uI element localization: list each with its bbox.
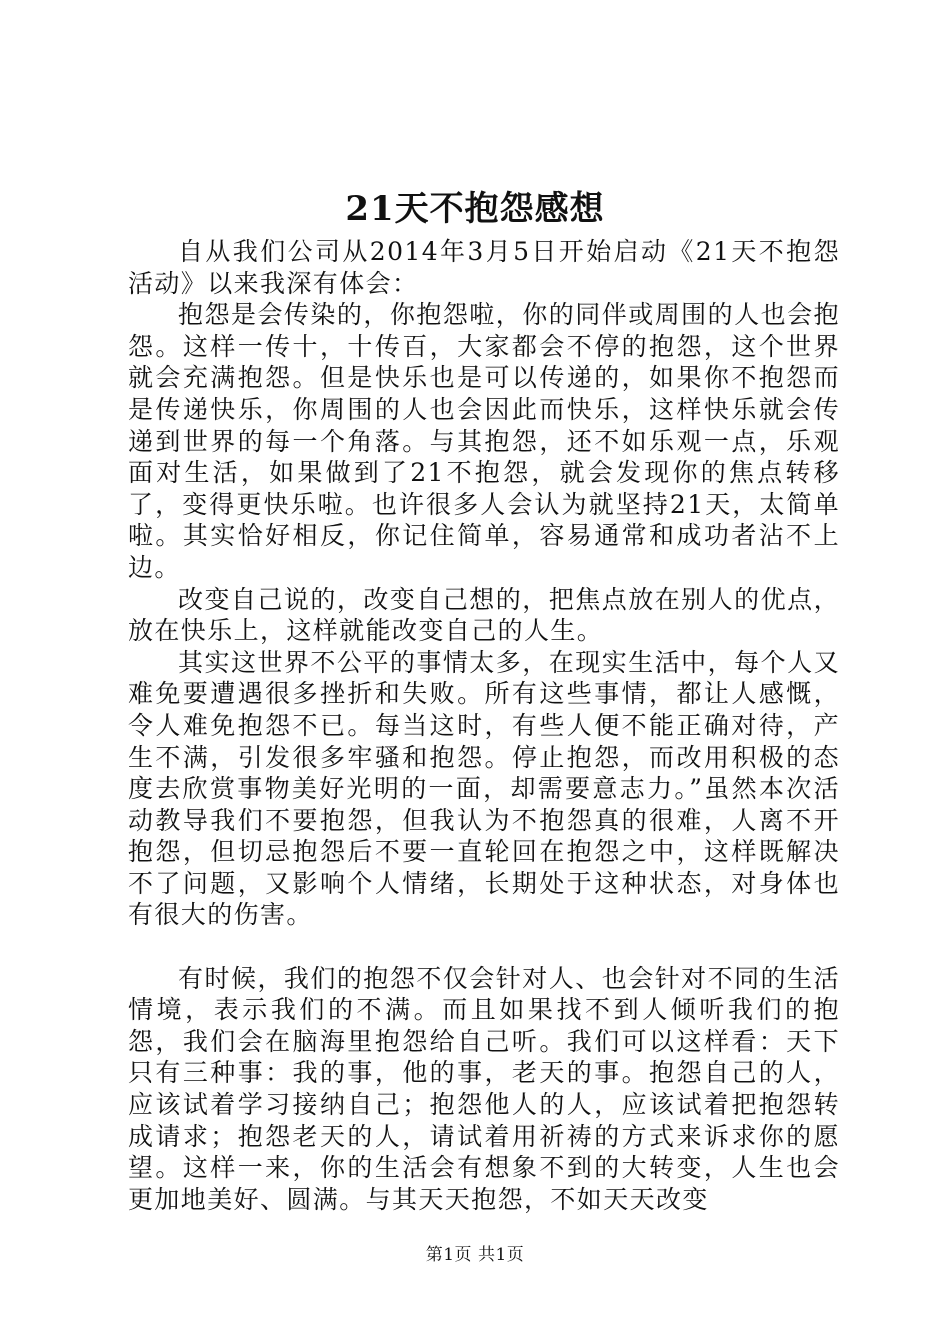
paragraph: 有时候，我们的抱怨不仅会针对人、也会针对不同的生活情境，表示我们的不满。而且如果找不到人倾听我们的抱怨，我们会在脑海里抱怨给自己听。我们可以这样看：天下只有三种事：我的事，他的事，老天的事。抱怨自己的人，应该试着学习接纳自己；抱怨他人的人，应该试着把抱怨转成请求；抱怨老天的人，请试着用祈祷的方式来诉求你的愿望。这样一来，你的生活会有想象不到的大转变，人生也会更加地美好、圆满。与其天天抱怨，不如天天改变 (128, 963, 840, 1214)
paragraph: 自从我们公司从2014年3月5日开始启动《21天不抱怨活动》以来我深有体会： (128, 237, 840, 298)
page-footer: 第1页 共1页 (425, 1245, 525, 1265)
paragraph: 抱怨是会传染的，你抱怨啦，你的同伴或周围的人也会抱怨。这样一传十，十传百，大家都会不停的抱怨，这个世界就会充满抱怨。但是快乐也是可以传递的，如果你不抱怨而是传递快乐，你周围的人也会因此而快乐，这样快乐就会传递到世界的每一个角落。与其抱怨，还不如乐观一点，乐观面对生活，如果做到了21不抱怨，就会发现你的焦点转移了，变得更快乐啦。也许很多人会认为就坚持21天，太简单啦。其实恰好相反，你记住简单，容易通常和成功者沾不上边。 (128, 300, 840, 582)
document-body (128, 236, 840, 1215)
paragraph: 其实这世界不公平的事情太多，在现实生活中，每个人又难免要遭遇很多挫折和失败。所有这些事情，都让人感慨，令人难免抱怨不已。每当这时，有些人便不能正确对待，产生不满，引发很多牢骚和抱怨。停止抱怨，而改用积极的态度去欣赏事物美好光明的一面，却需要意志力。”虽然本次活动教导我们不要抱怨，但我认为不抱怨真的很难，人离不开抱怨，但切忌抱怨后不要一直轮回在抱怨之中，这样既解决不了问题，又影响个人情绪，长期处于这种状态，对身体也有很大的伤害。 (128, 647, 840, 930)
page-title: 21天不抱怨感想 (345, 189, 605, 229)
paragraph: 改变自己说的，改变自己想的，把焦点放在别人的优点，放在快乐上，这样就能改变自己的人生。 (128, 584, 840, 646)
